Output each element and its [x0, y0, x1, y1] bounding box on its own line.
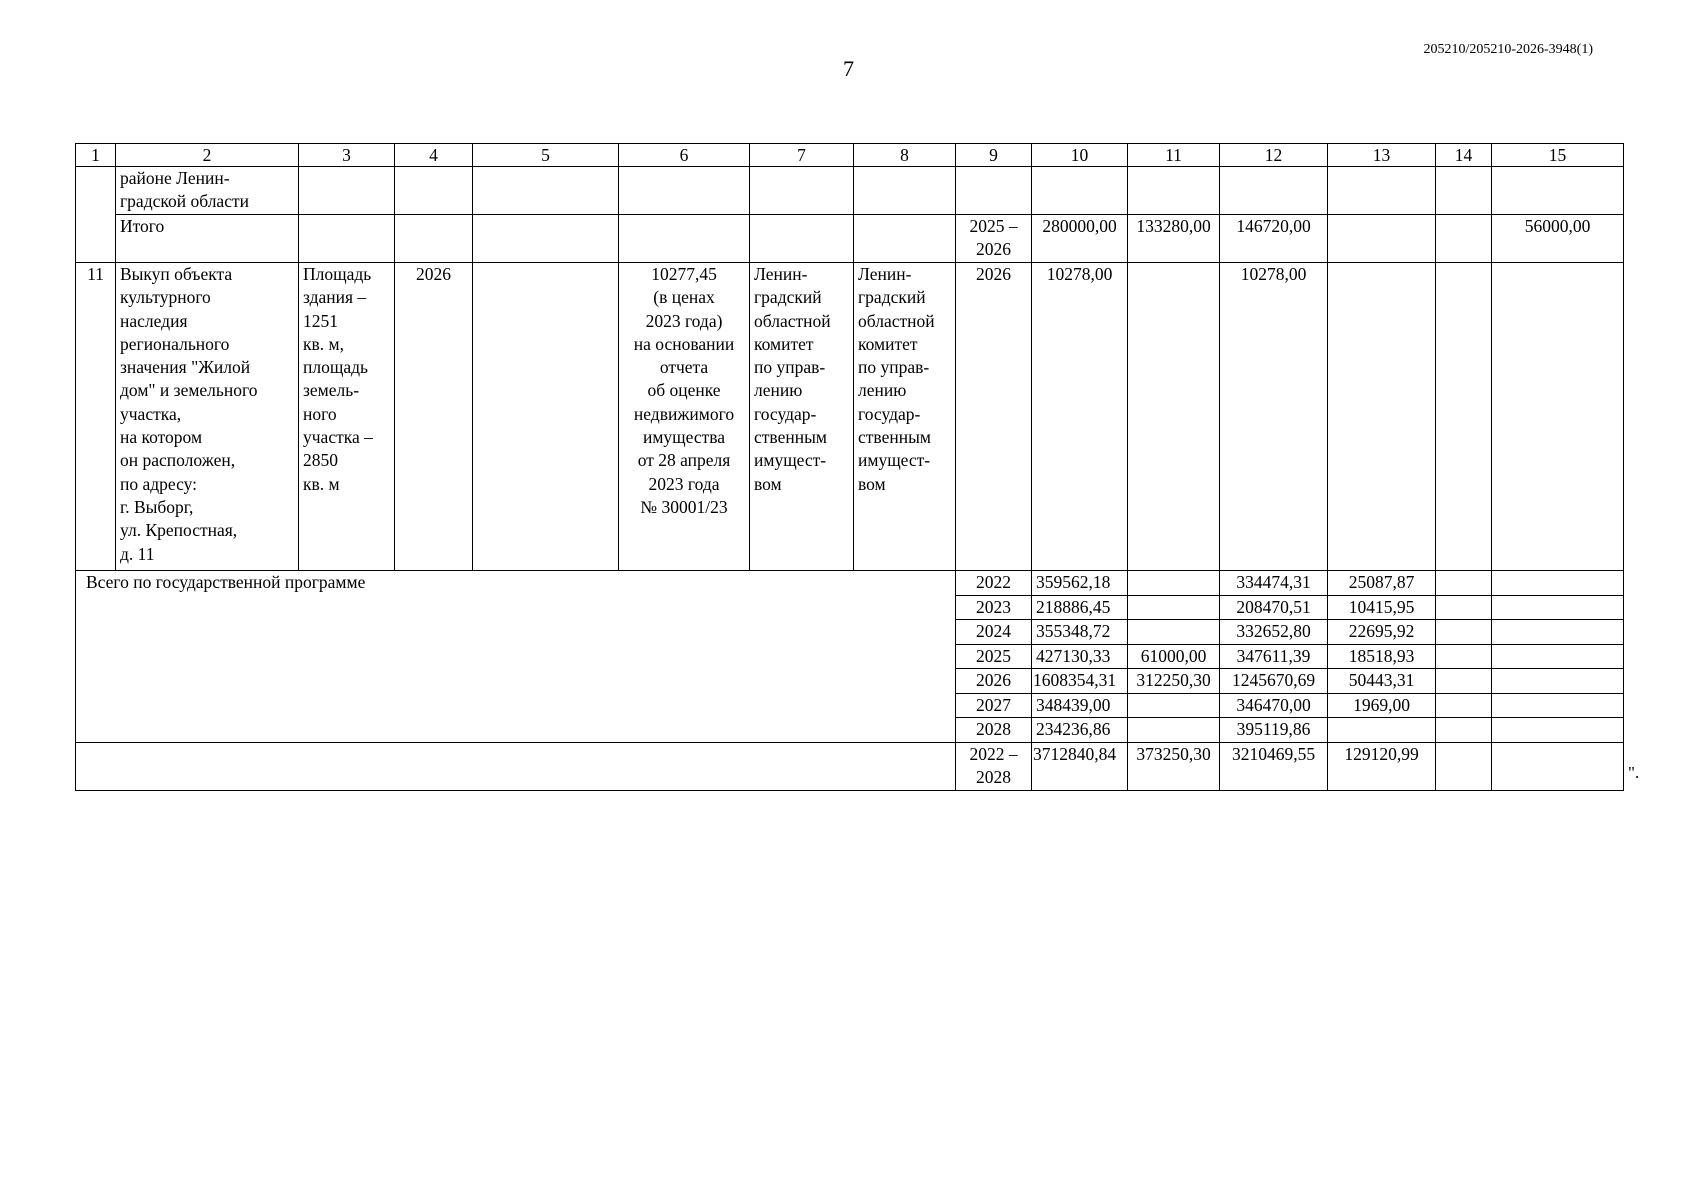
total-label: Всего по государственной программе — [76, 571, 956, 743]
table-cell: 10277,45 (в ценах 2023 года) на основании отчета об оценке недвижимого имущества от 28 апреля 2023 года № 30001/23 — [619, 263, 750, 571]
column-number: 7 — [750, 144, 854, 167]
table-cell: 373250,30 — [1128, 742, 1220, 790]
table-cell — [1492, 693, 1624, 718]
table-cell — [76, 742, 956, 790]
column-number: 10 — [1032, 144, 1128, 167]
table-cell: 2025 – 2026 — [956, 215, 1032, 263]
table-cell: 234236,86 — [1032, 718, 1128, 743]
table-cell — [750, 167, 854, 215]
table-cell: Выкуп объекта культурного наследия регионального значения "Жилой дом" и земельного участка, на котором он расположен, по адресу: г. Выборг, ул. Крепостная, д. 11 — [116, 263, 299, 571]
table-cell: 10278,00 — [1032, 263, 1128, 571]
program-table — [75, 143, 1624, 791]
table-cell: 280000,00 — [1032, 215, 1128, 263]
table-cell — [299, 215, 395, 263]
closing-quote-mark: ". — [1628, 763, 1640, 782]
table-cell — [854, 167, 956, 215]
table-cell — [1436, 215, 1492, 263]
table-cell — [1032, 167, 1128, 215]
table-cell — [1328, 215, 1436, 263]
table-cell: 218886,45 — [1032, 595, 1128, 620]
column-number: 6 — [619, 144, 750, 167]
table-cell — [1436, 742, 1492, 790]
page-number: 7 — [843, 56, 854, 81]
table-cell — [1128, 620, 1220, 645]
table-cell: 1608354,31 — [1032, 669, 1128, 694]
table-cell: 2024 — [956, 620, 1032, 645]
table-cell — [1328, 167, 1436, 215]
table-cell: 208470,51 — [1220, 595, 1328, 620]
table-cell — [1492, 620, 1624, 645]
table-cell — [854, 215, 956, 263]
table-cell — [956, 167, 1032, 215]
table-cell: 334474,31 — [1220, 571, 1328, 596]
table-cell: Ленин- градский областной комитет по управ- лению государ- ственным имущест- вом — [854, 263, 956, 571]
table-cell — [1128, 693, 1220, 718]
table-cell — [1128, 595, 1220, 620]
table-cell: 2027 — [956, 693, 1032, 718]
table-cell: 22695,92 — [1328, 620, 1436, 645]
table-cell — [1492, 571, 1624, 596]
table-cell: 348439,00 — [1032, 693, 1128, 718]
table-cell: 146720,00 — [1220, 215, 1328, 263]
table-cell — [473, 215, 619, 263]
table-cell — [1492, 742, 1624, 790]
table-cell: 2025 — [956, 644, 1032, 669]
table-cell — [1436, 718, 1492, 743]
table-cell — [1328, 718, 1436, 743]
column-number: 8 — [854, 144, 956, 167]
table-cell: Итого — [116, 215, 299, 263]
table-cell — [395, 215, 473, 263]
table-cell: 61000,00 — [1128, 644, 1220, 669]
table-cell — [1220, 167, 1328, 215]
table-cell — [1436, 263, 1492, 571]
item-11-row — [76, 263, 1624, 571]
table-cell — [299, 167, 395, 215]
column-number: 12 — [1220, 144, 1328, 167]
table-cell: 3210469,55 — [1220, 742, 1328, 790]
column-number-row — [76, 144, 1624, 167]
total-row — [76, 571, 1624, 596]
table-cell — [1436, 644, 1492, 669]
grand-total-row — [76, 742, 1624, 790]
table-cell — [1328, 263, 1436, 571]
column-number: 15 — [1492, 144, 1624, 167]
column-number: 2 — [116, 144, 299, 167]
table-cell: 359562,18 — [1032, 571, 1128, 596]
table-cell: 332652,80 — [1220, 620, 1328, 645]
table-cell — [750, 215, 854, 263]
table-cell: 25087,87 — [1328, 571, 1436, 596]
table-cell — [1492, 595, 1624, 620]
table-cell: 2022 — [956, 571, 1032, 596]
table-cell: 133280,00 — [1128, 215, 1220, 263]
table-cell — [395, 167, 473, 215]
table-cell: 346470,00 — [1220, 693, 1328, 718]
column-number: 14 — [1436, 144, 1492, 167]
table-cell — [1492, 167, 1624, 215]
table-cell: 18518,93 — [1328, 644, 1436, 669]
table-cell — [1436, 669, 1492, 694]
column-number: 3 — [299, 144, 395, 167]
table-cell — [1492, 718, 1624, 743]
table-cell — [1436, 167, 1492, 215]
table-cell — [1492, 263, 1624, 571]
table-cell: Ленин- градский областной комитет по управ- лению государ- ственным имущест- вом — [750, 263, 854, 571]
table-cell — [619, 215, 750, 263]
table-cell: 2026 — [956, 263, 1032, 571]
table-cell — [619, 167, 750, 215]
table-cell — [1436, 595, 1492, 620]
column-number: 1 — [76, 144, 116, 167]
table-cell: 56000,00 — [1492, 215, 1624, 263]
table-cell — [473, 167, 619, 215]
table-cell: 10278,00 — [1220, 263, 1328, 571]
table-cell: 50443,31 — [1328, 669, 1436, 694]
table-cell: 10415,95 — [1328, 595, 1436, 620]
table-cell: 1245670,69 — [1220, 669, 1328, 694]
table-cell: 129120,99 — [1328, 742, 1436, 790]
column-number: 11 — [1128, 144, 1220, 167]
table-cell — [1436, 620, 1492, 645]
table-cell — [1128, 571, 1220, 596]
table-cell — [1436, 693, 1492, 718]
continuation-row — [76, 167, 1624, 215]
table-cell: Площадь здания – 1251 кв. м, площадь земель- ного участка – 2850 кв. м — [299, 263, 395, 571]
table-cell — [473, 263, 619, 571]
table-cell: 2026 — [395, 263, 473, 571]
table-cell: 2022 – 2028 — [956, 742, 1032, 790]
table-cell: 427130,33 — [1032, 644, 1128, 669]
table-cell: 395119,86 — [1220, 718, 1328, 743]
table-cell — [1128, 167, 1220, 215]
table-cell: 355348,72 — [1032, 620, 1128, 645]
document-id: 205210/205210-2026-3948(1) — [1423, 42, 1593, 57]
table-cell: 312250,30 — [1128, 669, 1220, 694]
table-cell: 1969,00 — [1328, 693, 1436, 718]
table-cell: районе Ленин- градской области — [116, 167, 299, 215]
table-cell: 3712840,84 — [1032, 742, 1128, 790]
table-cell: 2023 — [956, 595, 1032, 620]
column-number: 5 — [473, 144, 619, 167]
itogo-row — [76, 215, 1624, 263]
table-cell — [1492, 669, 1624, 694]
table-cell: 2028 — [956, 718, 1032, 743]
column-number: 4 — [395, 144, 473, 167]
table-cell: 11 — [76, 263, 116, 571]
column-number: 13 — [1328, 144, 1436, 167]
table-cell — [1128, 263, 1220, 571]
table-cell: 2026 — [956, 669, 1032, 694]
table-cell — [1128, 718, 1220, 743]
table-cell — [1436, 571, 1492, 596]
column-number: 9 — [956, 144, 1032, 167]
table-cell — [76, 167, 116, 263]
table-cell: 347611,39 — [1220, 644, 1328, 669]
table-cell — [1492, 644, 1624, 669]
